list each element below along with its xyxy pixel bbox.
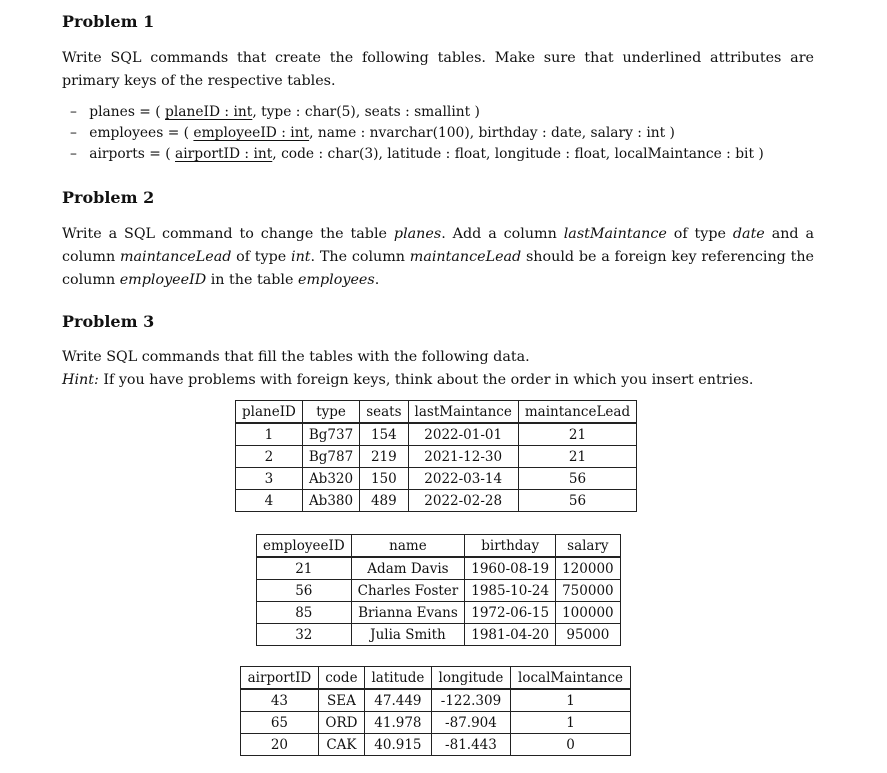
table-row bbox=[257, 624, 621, 646]
problem-3-text: Write SQL commands that fill the tables with the following data. Hint: If you have problems with foreign keys, think about the order in which you insert entries. bbox=[62, 349, 754, 388]
table-row bbox=[241, 712, 631, 734]
table-cell: Bg737 bbox=[302, 423, 359, 446]
table-row bbox=[241, 734, 631, 756]
table-cell: 2022-01-01 bbox=[408, 423, 518, 446]
primary-key: employeeID : int bbox=[193, 125, 310, 141]
table-cell: 0 bbox=[511, 734, 631, 756]
table-cell: 40.915 bbox=[364, 734, 431, 756]
table-cell: 4 bbox=[236, 490, 303, 512]
table-cell: CAK bbox=[318, 734, 364, 756]
table-cell: 65 bbox=[241, 712, 319, 734]
table-cell: 2022-02-28 bbox=[408, 490, 518, 512]
table-cell: 43 bbox=[241, 689, 319, 712]
table-cell: 1 bbox=[511, 712, 631, 734]
table-cell: -81.443 bbox=[431, 734, 510, 756]
table-cell: Julia Smith bbox=[351, 624, 465, 646]
primary-key: planeID : int bbox=[165, 104, 253, 120]
table-cell: Ab380 bbox=[302, 490, 359, 512]
table-cell: 32 bbox=[257, 624, 352, 646]
table-cell: SEA bbox=[318, 689, 364, 712]
list-item: – planes = ( planeID : int, type : char(5), seats : smallint ) bbox=[70, 102, 764, 123]
column-header: code bbox=[318, 667, 364, 690]
table-cell: 2 bbox=[236, 446, 303, 468]
problem-1-intro: Write SQL commands that create the following tables. Make sure that underlined attributes are primary keys of the respective tables. bbox=[62, 50, 814, 89]
column-header: birthday bbox=[465, 535, 556, 558]
column-header: localMaintance bbox=[511, 667, 631, 690]
table-cell: 219 bbox=[360, 446, 408, 468]
airports-table bbox=[240, 666, 631, 756]
table-cell: 1972-06-15 bbox=[465, 602, 556, 624]
column-header: latitude bbox=[364, 667, 431, 690]
column-header: lastMaintance bbox=[408, 401, 518, 424]
table-cell: 21 bbox=[518, 423, 636, 446]
planes-table bbox=[235, 400, 637, 512]
table-cell: Brianna Evans bbox=[351, 602, 465, 624]
table-cell: 154 bbox=[360, 423, 408, 446]
table-row bbox=[236, 490, 637, 512]
table-cell: 1 bbox=[511, 689, 631, 712]
table-cell: 1985-10-24 bbox=[465, 580, 556, 602]
table-cell: 750000 bbox=[556, 580, 621, 602]
table-cell: -87.904 bbox=[431, 712, 510, 734]
def-table-name: planes bbox=[89, 104, 135, 120]
table-cell: ORD bbox=[318, 712, 364, 734]
table-row bbox=[257, 580, 621, 602]
problem-3-title: Problem 3 bbox=[62, 312, 155, 331]
table-cell: 56 bbox=[518, 490, 636, 512]
column-header: seats bbox=[360, 401, 408, 424]
table-row bbox=[241, 689, 631, 712]
table-cell: 1 bbox=[236, 423, 303, 446]
column-header: name bbox=[351, 535, 465, 558]
table-cell: 100000 bbox=[556, 602, 621, 624]
table-cell: Charles Foster bbox=[351, 580, 465, 602]
column-header: planeID bbox=[236, 401, 303, 424]
table-cell: 20 bbox=[241, 734, 319, 756]
problem-2-text: Write a SQL command to change the table planes. Add a column lastMaintance of type date and a column maintanceLead of type int. The column maintanceLead should be a foreign key referencing the column employeeID in the table employees. bbox=[62, 226, 815, 288]
column-header: employeeID bbox=[257, 535, 352, 558]
table-cell: 56 bbox=[518, 468, 636, 490]
column-header: longitude bbox=[431, 667, 510, 690]
list-item: – employees = ( employeeID : int, name : nvarchar(100), birthday : date, salary : int ) bbox=[70, 123, 764, 144]
table-cell: 56 bbox=[257, 580, 352, 602]
table-cell: 2021-12-30 bbox=[408, 446, 518, 468]
table-row bbox=[236, 468, 637, 490]
table-cell: 85 bbox=[257, 602, 352, 624]
list-item: – airports = ( airportID : int, code : char(3), latitude : float, longitude : float, localMaintance : bit ) bbox=[70, 144, 764, 165]
table-cell: 120000 bbox=[556, 557, 621, 580]
problem-2-title: Problem 2 bbox=[62, 188, 155, 207]
table-row bbox=[236, 423, 637, 446]
problem-1-title: Problem 1 bbox=[62, 12, 155, 31]
def-table-name: employees bbox=[89, 125, 164, 141]
employees-table bbox=[256, 534, 621, 646]
table-header-row bbox=[236, 401, 637, 424]
hint-label: Hint: bbox=[62, 372, 99, 388]
table-cell: 21 bbox=[518, 446, 636, 468]
table-cell: 1981-04-20 bbox=[465, 624, 556, 646]
table-row bbox=[257, 557, 621, 580]
column-header: maintanceLead bbox=[518, 401, 636, 424]
table-cell: 1960-08-19 bbox=[465, 557, 556, 580]
table-cell: 2022-03-14 bbox=[408, 468, 518, 490]
table-cell: 489 bbox=[360, 490, 408, 512]
def-table-name: airports bbox=[89, 146, 145, 162]
table-header-row bbox=[241, 667, 631, 690]
table-cell: 95000 bbox=[556, 624, 621, 646]
table-definitions-list bbox=[70, 102, 764, 165]
column-header: airportID bbox=[241, 667, 319, 690]
table-cell: -122.309 bbox=[431, 689, 510, 712]
table-cell: 47.449 bbox=[364, 689, 431, 712]
table-cell: 3 bbox=[236, 468, 303, 490]
table-cell: 150 bbox=[360, 468, 408, 490]
primary-key: airportID : int bbox=[175, 146, 273, 162]
column-header: salary bbox=[556, 535, 621, 558]
table-cell: Ab320 bbox=[302, 468, 359, 490]
table-cell: Adam Davis bbox=[351, 557, 465, 580]
table-row bbox=[257, 602, 621, 624]
table-header-row bbox=[257, 535, 621, 558]
table-row bbox=[236, 446, 637, 468]
column-header: type bbox=[302, 401, 359, 424]
table-cell: 21 bbox=[257, 557, 352, 580]
table-cell: Bg787 bbox=[302, 446, 359, 468]
table-cell: 41.978 bbox=[364, 712, 431, 734]
